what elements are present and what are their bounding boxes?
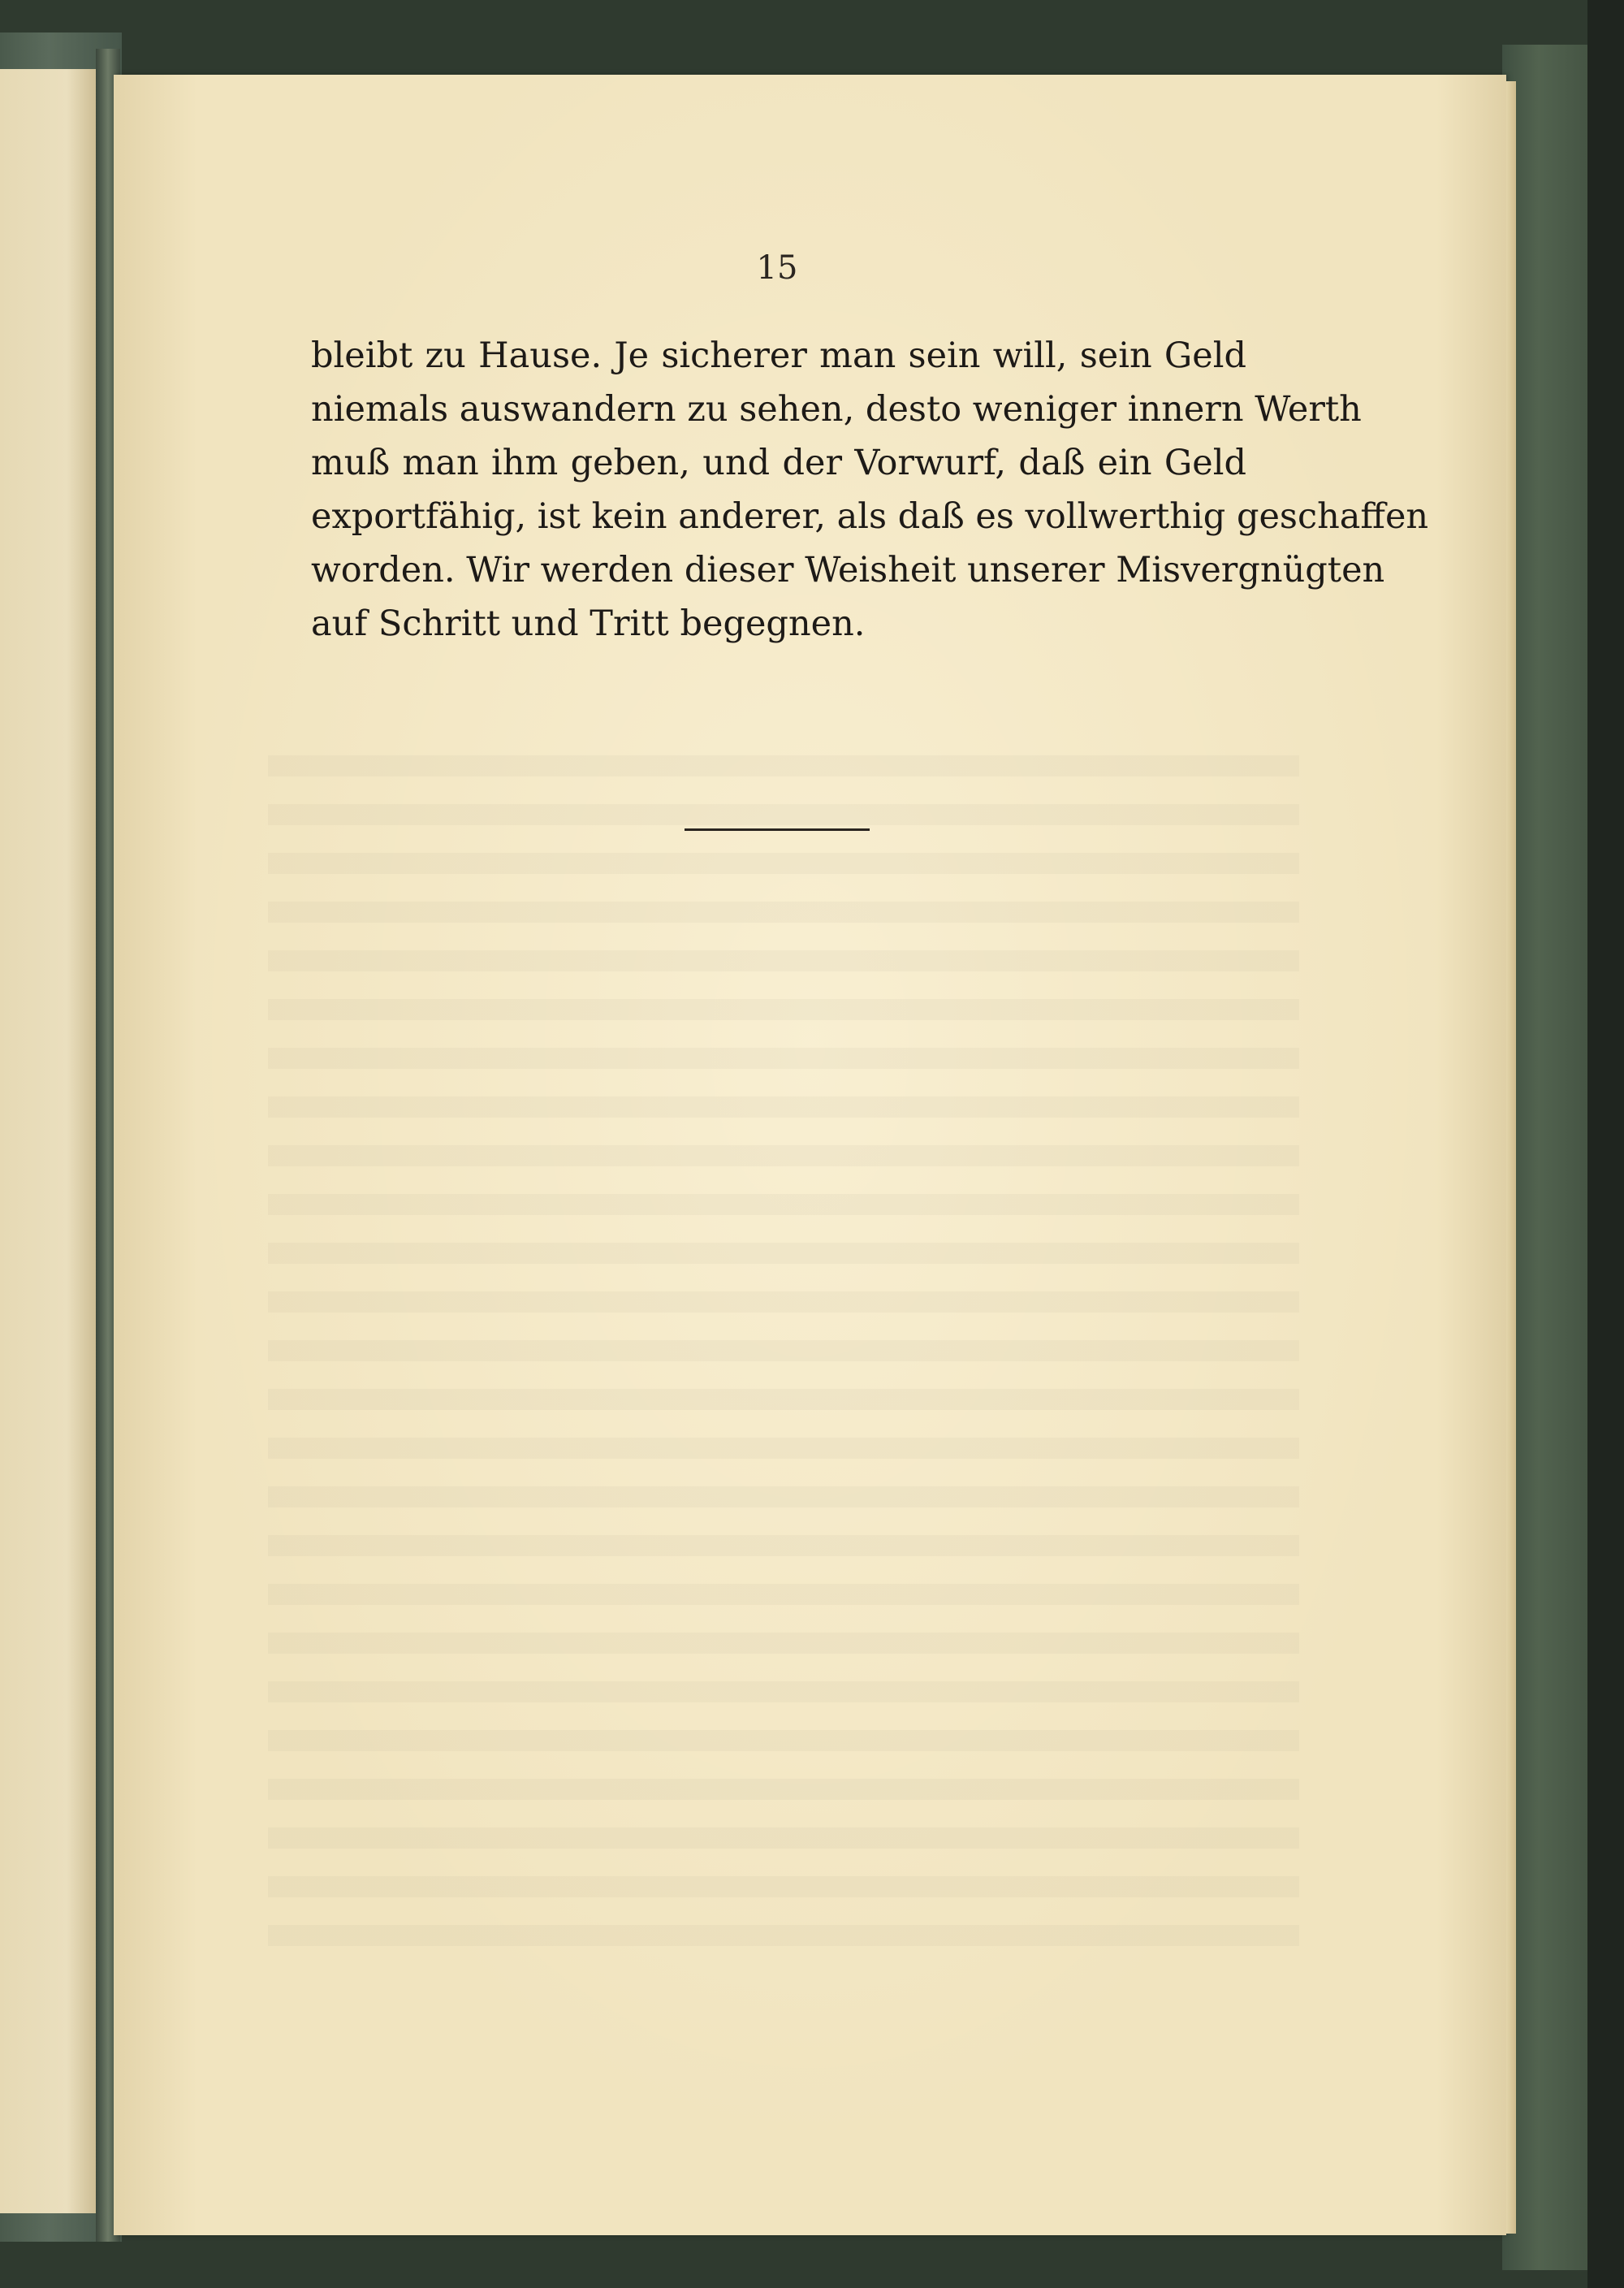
text-line: bleibt zu Hause. Je sicherer man sein will, sein Geld bbox=[311, 335, 1246, 376]
text-line: muß man ihm geben, und der Vorwurf, daß ein Geld bbox=[311, 443, 1246, 483]
left-page-edge bbox=[0, 69, 96, 2213]
paragraph bbox=[311, 329, 1429, 651]
section-divider bbox=[685, 828, 870, 831]
background-edge bbox=[1587, 0, 1624, 2288]
page-edge bbox=[1506, 81, 1516, 2234]
text-line: auf Schritt und Tritt begegnen. bbox=[311, 603, 866, 644]
text-line: worden. Wir werden dieser Weisheit unserer Misvergnügten bbox=[311, 550, 1385, 590]
text-line: exportfähig, ist kein anderer, als daß es vollwerthig geschaffen bbox=[311, 496, 1429, 537]
text-line: niemals auswandern zu sehen, desto weniger innern Werth bbox=[311, 389, 1362, 430]
page-number: 15 bbox=[756, 249, 798, 287]
